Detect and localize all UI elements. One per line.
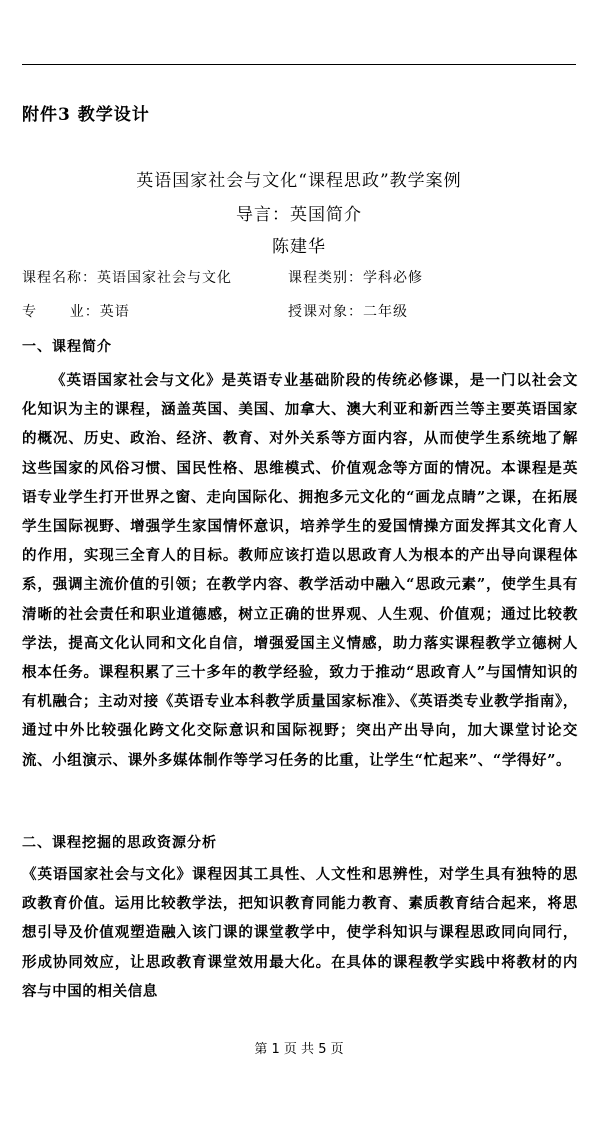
document-subtitle: 导言：英国简介 — [236, 205, 362, 225]
audience: 授课对象：二年级 — [288, 304, 408, 320]
attachment-label: 附件3 教学设计 — [22, 105, 150, 125]
section-body: 《英语国家社会与文化》课程因其工具性、人文性和思辨性，对学生具有独特的思政教育价值。运用比较教学法，把知识教育同能力教育、素质教育结合起来，将思想引导及价值观塑造融入该门课的课堂教学中，使学科知识与课程思政同向同行，形成协同效应，让思政教育课堂效用最大化。在具体的课程教学实践中将教材的内容与中国的相关信息 — [22, 866, 578, 1000]
section-heading: 二、课程挖掘的思政资源分析 — [22, 835, 217, 851]
course-name: 课程名称：英语国家社会与文化 — [22, 270, 232, 286]
course-type: 课程类别：学科必修 — [288, 270, 423, 286]
section-heading: 一、课程简介 — [22, 339, 112, 355]
major: 专 业：英语 — [22, 304, 130, 320]
document-title: 英语国家社会与文化“课程思政”教学案例 — [136, 171, 462, 191]
author-name: 陈建华 — [272, 237, 326, 257]
page-number: 第 1 页 共 5 页 — [254, 1042, 344, 1057]
section-body: 《英语国家社会与文化》是英语专业基础阶段的传统必修课，是一门以社会文化知识为主的课程，涵盖英国、美国、加拿大、澳大利亚和新西兰等主要英语国家的概况、历史、政治、经济、教育、对外关系等方面内容，从而使学生系统地了解这些国家的风俗习惯、国民性格、思维模式、价值观念等方面的情况。本课程是英语专业学生打开世界之窗、走向国际化、拥抱多元文化的“画龙点睛”之课，在拓展学生国际视野、增强学生家国情怀意识，培养学生的爱国情操方面发挥其文化育人的作用，实现三全育人的目标。教师应该打造以思政育人为根本的产出导向课程体系，强调主流价值的引领；在教学内容、教学活动中融入“思政元素”，使学生具有清晰的社会责任和职业道德感，树立正确的世界观、人生观、价值观；通过比较教学法，提高文化认同和文化自信，增强爱国主义情感，助力落实课程教学立德树人根本任务。课程积累了三十多年的教学经验，致力于推动“思政育人”与国情知识的有机融合；主动对接《英语专业本科教学质量国家标准》、《英语类专业教学指南》，通过中外比较强化跨文化交际意识和国际视野；突出产出导向，加大课堂讨论交流、小组演示、课外多媒体制作等学习任务的比重，让学生“忙起来”、“学得好”。 — [22, 372, 578, 769]
top-rule — [22, 64, 576, 65]
